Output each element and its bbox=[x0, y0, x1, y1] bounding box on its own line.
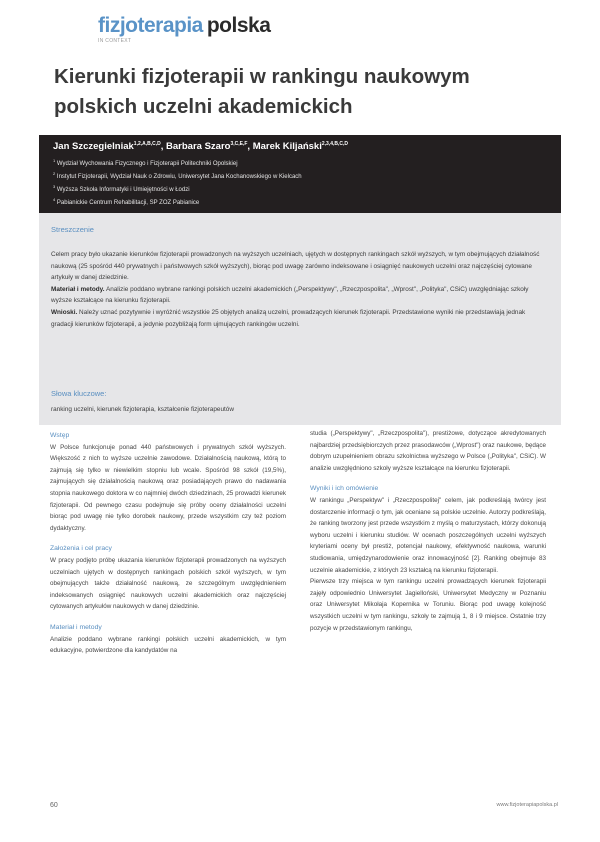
author-list: Jan Szczegielniak$^{1,2,A,B,C,D}$, Barbara Szaro$^{3,C,E,F}$, Marek Kiljański$^{2,3,4,B,C,D}$ bbox=[53, 141, 348, 153]
paragraph: Analizie poddano wybrane rankingi polskich uczelni akademickich, w tym edukacyjne, potwierdzone dla kandydatów na bbox=[50, 635, 286, 655]
affiliation-sup: 2 bbox=[53, 171, 56, 176]
section-heading: Wyniki i ich omówienie bbox=[310, 485, 379, 493]
abstract-conclusions-label: Wnioski. bbox=[51, 308, 78, 316]
journal-logo bbox=[98, 14, 270, 46]
keywords-text: ranking uczelni, kierunek fizjoterapia, kształcenie fizjoterapeutów bbox=[51, 406, 234, 413]
affiliation-sup: 1 bbox=[53, 158, 56, 163]
author-sup: 2,3,4,B,C,D bbox=[321, 141, 348, 147]
abstract-conclusions-text: Należy uznać pozytywnie i wyróżnić wszystkie 25 objętych analizą uczelni, prowadzących kierunek fizjoterapii. Przedstawione wyniki nie przedstawiają jednak gradacji kierunków fizjoterapii, a jedynie pozybliżają form ujmujących rankingów uczelni. bbox=[51, 308, 526, 328]
author-sup: 3,C,E,F bbox=[230, 141, 248, 147]
section-heading: Materiał i metody bbox=[50, 623, 102, 631]
abstract-body bbox=[51, 249, 547, 330]
affiliation bbox=[53, 171, 302, 180]
author-name: Marek Kiljański bbox=[252, 141, 322, 153]
author-name: Jan Szczegielniak bbox=[53, 141, 134, 153]
abstract-heading: Streszczenie bbox=[51, 225, 94, 234]
affiliation-text: Pabianickie Centrum Rehabilitacji, SP ZOZ Pabianice bbox=[56, 200, 200, 206]
journal-name-part2: polska bbox=[206, 14, 271, 37]
journal-name-part1: fizjoterapia bbox=[98, 14, 203, 37]
authors-block bbox=[39, 135, 561, 213]
section-heading: Wstęp bbox=[50, 432, 70, 439]
abstract-box bbox=[39, 213, 561, 425]
affiliation-sup: 3 bbox=[53, 184, 56, 189]
abstract-methods-text: Analizie poddano wybrane rankingi polskich uczelni akademickich („Perspektywy", „Rzeczpospolita", „Wprost", „Polityka", CSiC) uwzględniając szkoły wyższe kształcące na kierunku fizjoterapii. bbox=[51, 285, 529, 305]
paragraph: W Polsce funkcjonuje ponad 440 państwowych i prywatnych szkół wyższych. Większość z nich to wyższe uczelnie zawodowe. Działalnością naukową, którą to zajmują się tylko w niewielkim stopniu lub wcale. Spośród 98 szkół (19,5%), zajmujących się działalnością naukową oraz posiadających prawo do nadawania stopnia naukowego doktora w co najmniej dwóch dziedzinach, 25 prowadzi kierunek fizjoterapii. Od pewnego czasu podejmuje się próby oceny działalności uczelni biorąc pod uwagę nie tylko dorobek naukowy, przede wszystkim czy też poziom dydaktyczny. bbox=[50, 443, 286, 532]
affiliation bbox=[53, 158, 238, 167]
keywords-heading: Słowa kluczowe: bbox=[51, 389, 107, 398]
author-sup: 1,2,A,B,C,D bbox=[133, 141, 161, 147]
article-title: Kierunki fizjoterapii w rankingu naukowym polskich uczelni akademickich bbox=[54, 65, 470, 118]
abstract-methods bbox=[51, 284, 547, 307]
affiliation-text: Instytut Fizjoterapii, Wydział Nauk o Zdrowiu, Uniwersytet Jana Kochanowskiego w Kielcach bbox=[56, 174, 302, 180]
page-number: 60 bbox=[50, 802, 58, 809]
paragraph: W pracy podjęto próbę ukazania kierunków fizjoterapii prowadzonych na wyższych uczelniach ujętych w dostępnych rankingach polskich szkół wyższych, w tym obejmujących także działalność naukową, ze szczególnym uwzględnieniem indeksowanych osiągnięć naukowych uczelni akademickich oraz najczęściej cytowanych artykułów naukowych w danej dziedzinie. bbox=[50, 556, 286, 611]
abstract-conclusions bbox=[51, 307, 547, 330]
body-column-left bbox=[50, 430, 286, 657]
abstract-methods-label: Materiał i metody. bbox=[51, 285, 105, 293]
body-column-right bbox=[310, 428, 546, 634]
section-heading: Założenia i cel pracy bbox=[50, 545, 112, 553]
affiliation bbox=[53, 197, 199, 206]
abstract-intro: Celem pracy było ukazanie kierunków fizjoterapii prowadzonych na wyższych uczelniach, ujętych w dostępnych rankingach szkół wyższych, w tym obejmujących działalność naukową (25 spośród 440 prywatnych i państwowych szkół wyższych), biorąc pod uwagę zarówno indeksowane i osiągnięć naukowych uczelni oraz najczęściej cytowane artykuły w danej dziedzinie. bbox=[51, 251, 540, 282]
journal-tagline: IN CONTEXT bbox=[98, 38, 132, 44]
affiliation-text: Wyższa Szkoła Informatyki i Umiejętności w Łodzi bbox=[56, 187, 190, 193]
footer-url: www.fizjoterapiapolska.pl bbox=[496, 802, 558, 808]
paragraph: Pierwsze trzy miejsca w tym rankingu uczelni prowadzących kierunek fizjoterapii zajęły odpowiednio Uniwersytet Jagielloński, Uniwersytet Medyczny w Poznaniu oraz Uniwersytet Mikołaja Kopernika w Toruniu. Biorąc pod uwagę kolejność wszystkich uczelni w tym rankingu, szkoły te zajmują 1, 8 i 9 miejsce. Ostatnie trzy pozycje w przedstawionym rankingu, bbox=[310, 578, 546, 632]
paragraph: W rankingu „Perspektyw" i „Rzeczpospolitej" celem, jak podkreślają twórcy jest dostarczenie informacji o tym, jak oceniane są polskie uczelnie. Autorzy podkreślają, że ranking tworzony jest przede wszystkim z myślą o maturzystach, którzy dokonują wyboru uczelni i kierunku studiów. W ocenach poszczególnych uczelni wyższych kryteriami oceny był prestiż, potencjał naukowy, efektywność naukowa, warunki studiowania, umiędzynarodowienie oraz innowacyjność [2]. Ranking obejmuje 83 uczelnie akademickie, z których 23 kształcą na kierunku fizjoterapii. bbox=[310, 496, 546, 574]
paragraph: studia („Perspektywy", „Rzeczpospolita"), prestiżowe, dotyczące akredytowanych najbardziej przedsiębiorczych przez prasodawców („Wprost") oraz naukowe, będące dobrym uzupełnieniem obrazu szkolnictwa wyższego w Polsce („Polityka", CSiC). W analizie uwzględniono szkoły wyższe kształcące na kierunku fizjoterapii. bbox=[310, 430, 546, 472]
affiliation-sup: 4 bbox=[53, 197, 56, 202]
journal-name bbox=[98, 14, 270, 38]
author-name: Barbara Szaro bbox=[166, 141, 231, 153]
affiliation bbox=[53, 184, 190, 193]
affiliation-text: Wydział Wychowania Fizycznego i Fizjoterapii Politechniki Opolskiej bbox=[56, 161, 238, 167]
